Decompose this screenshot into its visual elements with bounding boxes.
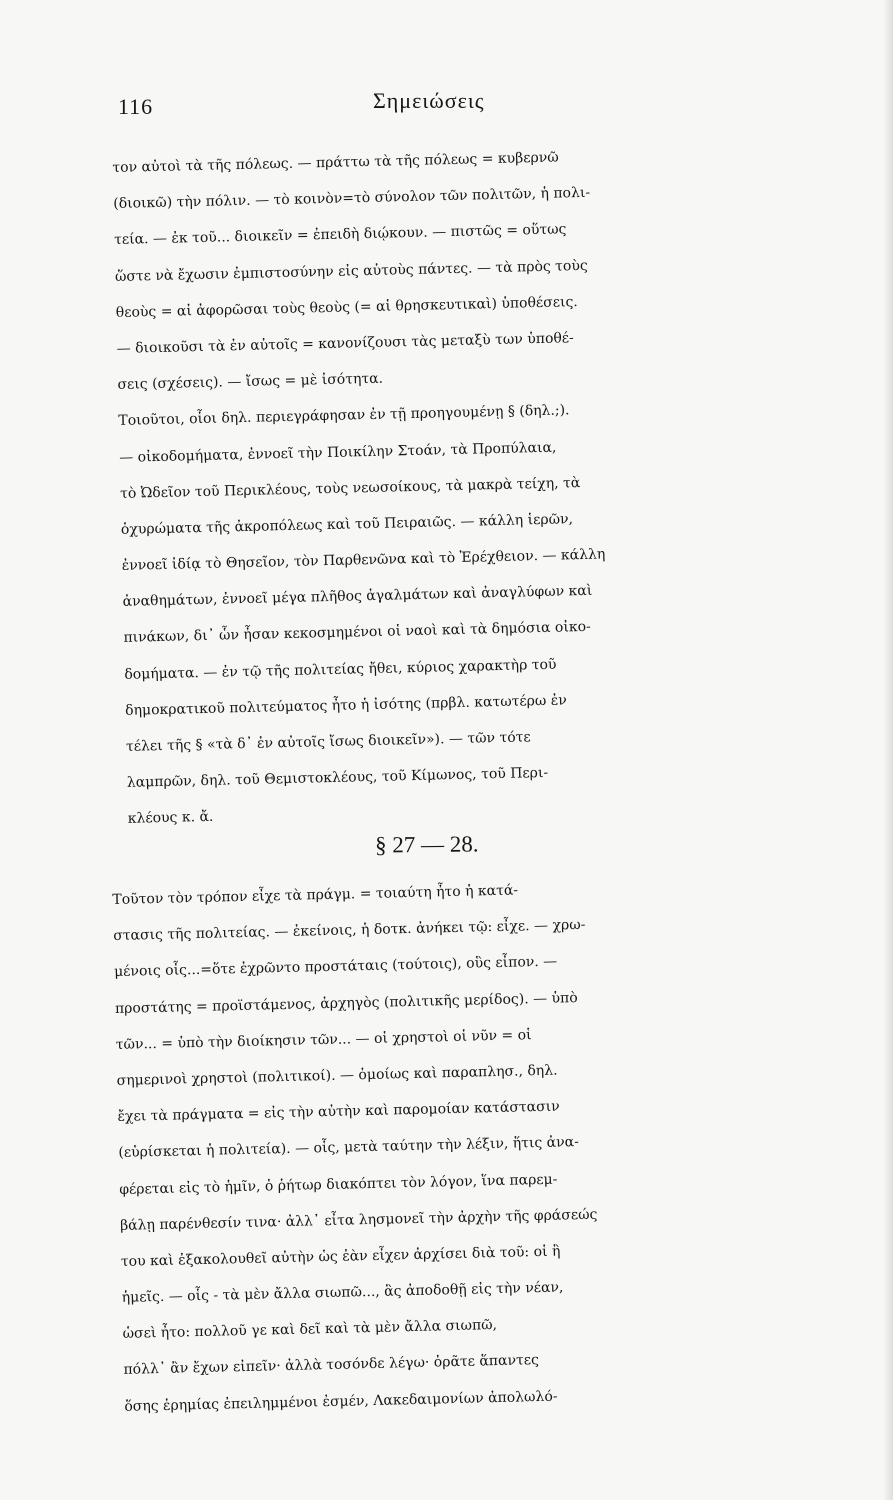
text-line: — οἰκοδομήματα, ἐννοεῖ τὴν Ποικίλην Στοάν, τὰ Προπύλαια, [119,439,557,466]
text-line: δημοκρατικοῦ πολιτεύματος ἦτο ἡ ἰσότης (πρβλ. κατωτέρω ἐν [125,692,567,719]
text-line: ἡμεῖς. — οἷς - τὰ μὲν ἄλλα σιωπῶ..., ἃς ἀποδοθῇ εἰς τὴν νέαν, [121,1279,564,1306]
notes-block-2 [112,865,865,1425]
text-line: ὀχυρώματα τῆς ἀκροπόλεως καὶ τοῦ Πειραιῶς. — κάλλη ἱερῶν, [120,511,574,538]
text-line: δομήματα. — ἐν τῷ τῆς πολιτείας ἤθει, κύριος χαρακτὴρ τοῦ [124,656,557,683]
text-line: ὡσεὶ ἦτο: πολλοῦ γε καὶ δεῖ καὶ τὰ μὲν ἄλλα σιωπῶ, [122,1317,498,1343]
text-line: — διοικοῦσι τὰ ἐν αὐτοῖς = κανονίζουσι τὰς μεταξὺ των ὑποθέ- [116,330,574,357]
text-line: θεοὺς = αἱ ἀφορῶσαι τοὺς θεοὺς (= αἱ θρησκευτικαὶ) ὑποθέσεις. [115,293,578,321]
text-line: φέρεται εἰς τὸ ἡμῖν, ὁ ῥήτωρ διακόπτει τὸν λόγον, ἵνα παρεμ- [119,1171,558,1198]
text-line: στασις τῆς πολιτείας. — ἐκείνοις, ἡ δοτκ. ἀνήκει τῷ: εἶχε. — χρω- [113,917,586,945]
text-line: τέλει τῆς § «τὰ δ᾽ ἐν αὐτοῖς ἴσως διοικεῖν»). — τῶν τότε [125,729,531,755]
text-line: πόλλ᾽ ἂν ἔχων εἰπεῖν· ἀλλὰ τοσόνδε λέγω· ὁρᾶτε ἅπαντες [123,1352,540,1379]
text-line: τον αὐτοὶ τὰ τῆς πόλεως. — πράττω τὰ τῆς πόλεως = κυβερνῶ [112,149,559,176]
text-line: τὸ Ὠδεῖον τοῦ Περικλέους, τοὺς νεωσοίκους, τὰ μακρὰ τείχη, τὰ [119,474,581,502]
running-title: Σημειώσεις [373,88,485,113]
page-number: 116 [118,94,154,119]
text-line: του καὶ ἐξακολουθεῖ αὐτὴν ὡς ἐὰν εἶχεν ἀρχίσει διὰ τοῦ: οἱ ἢ [120,1243,561,1270]
text-line: κλέους κ. ἄ. [127,809,214,828]
text-line: τεία. — ἐκ τοῦ... διοικεῖν = ἐπειδὴ διῴκουν. — πιστῶς = οὕτως [113,221,567,249]
text-line: (εὑρίσκεται ἡ πολιτεία). — οἷς, μετὰ ταύτην τὴν λέξιν, ἥτις ἀνα- [118,1134,580,1162]
text-line: Τοιοῦτοι, οἷοι δηλ. περιεγράφησαν ἐν τῇ προηγουμένῃ § (δηλ.;). [118,402,570,430]
text-line: (διοικῶ) τὴν πόλιν. — τὸ κοινὸν=τὸ σύνολον τῶν πολιτῶν, ἡ πολι- [113,184,591,213]
text-line: τῶν... = ὑπὸ τὴν διοίκησιν τῶν... — οἱ χρηστοὶ οἱ νῦν = οἱ [115,1026,532,1053]
text-line: βάλῃ παρένθεσίν τινα· ἀλλ᾽ εἶτα λησμονεῖ τὴν ἀρχὴν τῆς φράσεώς [119,1206,598,1234]
text-line: ἐννοεῖ ἰδίᾳ τὸ Θησεῖον, τὸν Παρθενῶνα καὶ τὸ Ἐρέχθειον. — κάλλη [121,546,606,574]
text-line: σεις (σχέσεις). — ἴσως = μὲ ἰσότητα. [117,370,384,394]
text-line: προστάτης = προϊστάμενος, ἀρχηγὸς (πολιτικῆς μερίδος). — ὑπὸ [114,989,578,1017]
text-line: ἔχει τὰ πράγματα = εἰς τὴν αὐτὴν καὶ παρομοίαν κατάστασιν [117,1098,560,1126]
text-line: σημερινοὶ χρηστοὶ (πολιτικοί). — ὁμοίως καὶ παραπλησ., δηλ. [116,1062,558,1089]
text-line: λαμπρῶν, δηλ. τοῦ Θεμιστοκλέους, τοῦ Κίμωνος, τοῦ Περι- [126,765,549,792]
page-edge-shadow [883,0,893,1500]
notes-block-1 [112,133,868,838]
text-line: ὅσης ἐρημίας ἐπειλημμένοι ἐσμέν, Λακεδαιμονίων ἀπολωλό- [124,1388,558,1415]
section-heading: § 27 — 28. [374,831,479,858]
text-line: μένοις οἷς...=ὅτε ἐχρῶντο προστάταις (τούτοις), οὓς εἶπον. — [113,953,558,981]
text-line: ἀναθημάτων, ἐννοεῖ μέγα πλῆθος ἀγαλμάτων καὶ ἀναγλύφων καὶ [122,583,593,611]
text-line: ὥστε νὰ ἔχωσιν ἐμπιστοσύνην εἰς αὐτοὺς πάντες. — τὰ πρὸς τοὺς [114,257,588,285]
text-line: πινάκων, δι᾽ ὧν ἦσαν κεκοσμημένοι οἱ ναοὶ καὶ τὰ δημόσια οἰκο- [123,619,591,647]
text-line: Τοῦτον τὸν τρόπον εἶχε τὰ πράγμ. = τοιαύτη ἦτο ἡ κατά- [112,882,519,908]
page-header [118,88,678,128]
